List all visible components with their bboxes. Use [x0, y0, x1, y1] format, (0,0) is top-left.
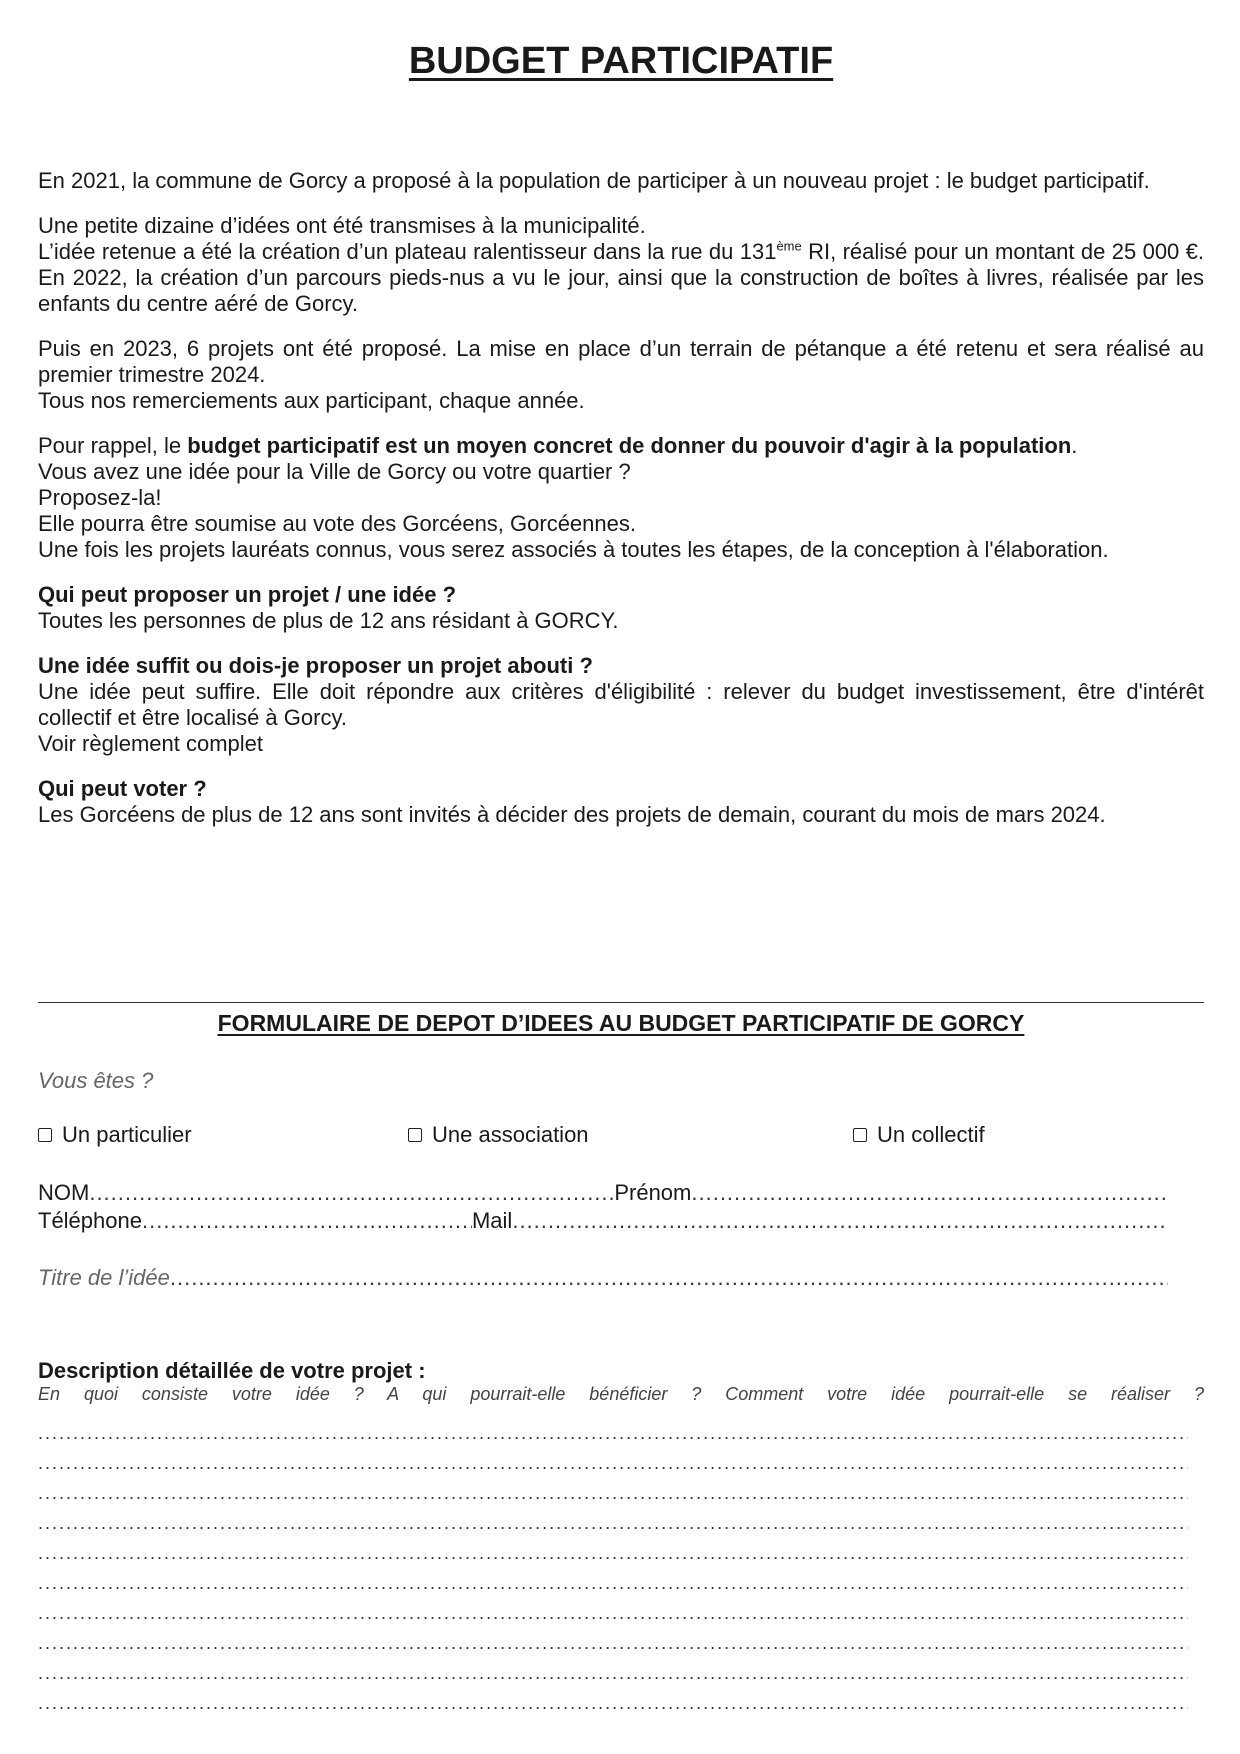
option-label: Un particulier [62, 1122, 192, 1147]
prenom-label: Prénom [614, 1180, 692, 1205]
ordinal-suffix: ème [776, 238, 802, 254]
name-row [38, 1180, 1168, 1206]
mail-label: Mail [471, 1208, 513, 1233]
prenom-field[interactable] [691, 1180, 1168, 1206]
titre-field[interactable] [170, 1265, 1168, 1291]
page-title: BUDGET PARTICIPATIF [408, 40, 834, 82]
description-prompt: En quoi consiste votre idée ? A qui pourrait-elle bénéficier ? Comment votre idée pourrait-elle se réaliser ? [38, 1384, 1204, 1404]
option-collectif[interactable] [853, 1122, 985, 1148]
document-page [38, 0, 1204, 1754]
description-title: Description détaillée de votre projet : [38, 1358, 426, 1383]
option-label: Une association [432, 1122, 589, 1147]
description-line[interactable] [38, 1658, 1188, 1688]
description-line[interactable] [38, 1688, 1188, 1718]
form-question: Vous êtes ? [38, 1068, 154, 1093]
description-area[interactable] [38, 1418, 1188, 1718]
faq-answer: Les Gorcéens de plus de 12 ans sont invités à décider des projets de demain, courant du mois de mars 2024. [38, 802, 1106, 827]
paragraph-4-line-4: Elle pourra être soumise au vote des Gorcéens, Gorcéennes. [38, 511, 636, 536]
idea-form [38, 0, 1204, 1754]
checkbox-icon[interactable] [38, 1128, 52, 1142]
contact-row [38, 1208, 1168, 1234]
paragraph-4-bold: budget participatif est un moyen concret de donner du pouvoir d'agir à la population [187, 433, 1072, 458]
faq-answer-link: Voir règlement complet [38, 731, 263, 756]
paragraph-3-line-1: Puis en 2023, 6 projets ont été proposé. La mise en place d’un terrain de pétanque a été retenu et sera réalisé au premier trimestre 2024. [38, 336, 1204, 387]
paragraph-4-line-3: Proposez-la! [38, 485, 162, 510]
paragraph-4-a: Pour rappel, le [38, 433, 188, 458]
paragraph-3-line-2: Tous nos remerciements aux participant, chaque année. [38, 388, 585, 413]
form-title: FORMULAIRE DE DEPOT D’IDEES AU BUDGET PARTICIPATIF DE GORCY [217, 1010, 1025, 1036]
description-line[interactable] [38, 1568, 1188, 1598]
paragraph-4-line-2: Vous avez une idée pour la Ville de Gorcy ou votre quartier ? [38, 459, 631, 484]
description-line[interactable] [38, 1538, 1188, 1568]
description-line[interactable] [38, 1418, 1188, 1448]
description-line[interactable] [38, 1508, 1188, 1538]
nom-label: NOM [38, 1180, 90, 1205]
nom-field[interactable] [89, 1180, 614, 1206]
paragraph-2-line-2b: RI, réalisé pour un montant de 25 000 €. En 2022, la création d’un parcours pieds-nus a vu le jour, ainsi que la construction de boîtes à livres, réalisée par les enfants du centre aéré de Gorcy. [38, 239, 1205, 316]
description-line[interactable] [38, 1448, 1188, 1478]
description-line[interactable] [38, 1598, 1188, 1628]
option-particulier[interactable] [38, 1122, 192, 1148]
paragraph-4-line-5: Une fois les projets lauréats connus, vous serez associés à toutes les étapes, de la conception à l'élaboration. [38, 537, 1109, 562]
faq-question: Une idée suffit ou dois-je proposer un projet abouti ? [38, 653, 593, 678]
faq-question: Qui peut voter ? [38, 776, 207, 801]
option-association[interactable] [408, 1122, 589, 1148]
telephone-field[interactable] [142, 1208, 472, 1234]
paragraph-1: En 2021, la commune de Gorcy a proposé à la population de participer à un nouveau projet : le budget participatif. [38, 168, 1150, 193]
mail-field[interactable] [512, 1208, 1168, 1234]
paragraph-2-line-2a: L’idée retenue a été la création d’un plateau ralentisseur dans la rue du 131 [38, 239, 777, 264]
paragraph-4-b: . [1071, 433, 1078, 458]
faq-answer: Toutes les personnes de plus de 12 ans résidant à GORCY. [38, 608, 619, 633]
checkbox-icon[interactable] [853, 1128, 867, 1142]
title-row [38, 1265, 1168, 1291]
description-line[interactable] [38, 1478, 1188, 1508]
paragraph-2-line-1: Une petite dizaine d’idées ont été transmises à la municipalité. [38, 213, 646, 238]
description-line[interactable] [38, 1628, 1188, 1658]
telephone-label: Téléphone [38, 1208, 142, 1233]
checkbox-icon[interactable] [408, 1128, 422, 1142]
option-label: Un collectif [877, 1122, 985, 1147]
faq-answer: Une idée peut suffire. Elle doit répondre aux critères d'éligibilité : relever du budget investissement, être d'intérêt collectif et être localisé à Gorcy. [38, 679, 1204, 730]
titre-label: Titre de l’idée [38, 1265, 170, 1290]
faq-question: Qui peut proposer un projet / une idée ? [38, 582, 457, 607]
